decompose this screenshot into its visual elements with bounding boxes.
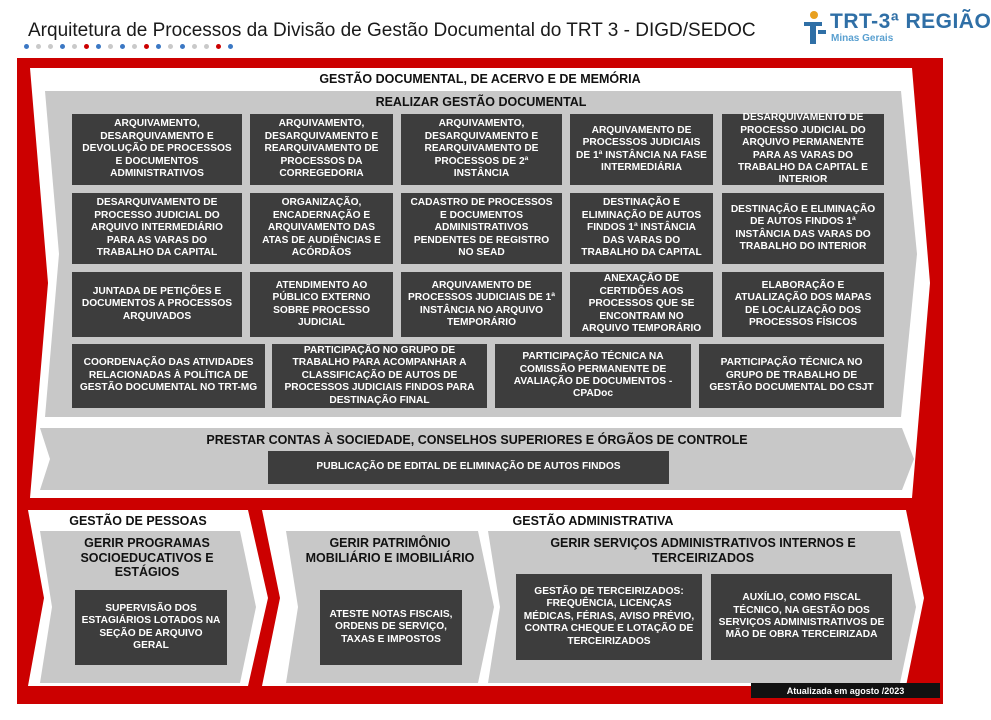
process-box: ATENDIMENTO AO PÚBLICO EXTERNO SOBRE PROCESSO JUDICIAL [250, 272, 393, 337]
process-box: ORGANIZAÇÃO, ENCADERNAÇÃO E ARQUIVAMENTO DAS ATAS DE AUDIÊNCIAS E ACÓRDÃOS [250, 193, 393, 264]
updated-badge: Atualizada em agosto /2023 [751, 683, 940, 698]
process-box: ELABORAÇÃO E ATUALIZAÇÃO DOS MAPAS DE LOCALIZAÇÃO DOS PROCESSOS FÍSICOS [722, 272, 884, 337]
process-box: SUPERVISÃO DOS ESTAGIÁRIOS LOTADOS NA SEÇÃO DE ARQUIVO GERAL [75, 590, 227, 665]
trt-logo [800, 8, 991, 48]
process-box: GESTÃO DE TERCEIRIZADOS: FREQUÊNCIA, LICENÇAS MÉDICAS, FÉRIAS, AVISO PRÉVIO, CONTRA CHEQUE E LOTAÇÃO DE TERCEIRIZADOS [516, 574, 702, 660]
process-box: ARQUIVAMENTO, DESARQUIVAMENTO E DEVOLUÇÃO DE PROCESSOS E DOCUMENTOS ADMINISTRATIVOS [72, 114, 242, 185]
programas-title: GERIR PROGRAMAS SOCIOEDUCATIVOS E ESTÁGIOS [80, 536, 214, 579]
process-box: DESTINAÇÃO E ELIMINAÇÃO DE AUTOS FINDOS 1ª INSTÂNCIA DAS VARAS DO TRABALHO DA CAPITAL [570, 193, 713, 264]
process-box: PUBLICAÇÃO DE EDITAL DE ELIMINAÇÃO DE AUTOS FINDOS [268, 451, 669, 484]
gestao-pessoas-title: GESTÃO DE PESSOAS [69, 514, 207, 528]
logo-text: TRT-3ª REGIÃO [830, 10, 991, 33]
gestao-administrativa-title: GESTÃO ADMINISTRATIVA [512, 514, 674, 528]
gestao-documental-title: GESTÃO DOCUMENTAL, DE ACERVO E DE MEMÓRIA [319, 72, 641, 86]
process-box: ARQUIVAMENTO DE PROCESSOS JUDICIAIS DE 1ª INSTÂNCIA NA FASE INTERMEDIÁRIA [570, 114, 713, 185]
patrimonio-title: GERIR PATRIMÔNIO MOBILIÁRIO E IMOBILIÁRIO [305, 536, 475, 565]
realizar-title: REALIZAR GESTÃO DOCUMENTAL [375, 95, 587, 109]
process-box: ANEXAÇÃO DE CERTIDÕES AOS PROCESSOS QUE SE ENCONTRAM NO ARQUIVO TEMPORÁRIO [570, 272, 713, 337]
process-box: DESTINAÇÃO E ELIMINAÇÃO DE AUTOS FINDOS 1ª INSTÂNCIA DAS VARAS DO TRABALHO DO INTERIOR [722, 193, 884, 264]
process-box: ARQUIVAMENTO, DESARQUIVAMENTO E REARQUIVAMENTO DE PROCESSOS DE 2ª INSTÂNCIA [401, 114, 562, 185]
process-box: ARQUIVAMENTO DE PROCESSOS JUDICIAIS DE 1ª INSTÂNCIA NO ARQUIVO TEMPORÁRIO [401, 272, 562, 337]
process-box: PARTICIPAÇÃO NO GRUPO DE TRABALHO PARA ACOMPANHAR A CLASSIFICAÇÃO DE AUTOS DE PROCESSOS JUDICIAIS FINDOS PARA DESTINAÇÃO FINAL [272, 344, 487, 408]
process-box: CADASTRO DE PROCESSOS E DOCUMENTOS ADMINISTRATIVOS PENDENTES DE REGISTRO NO SEAD [401, 193, 562, 264]
page-title: Arquitetura de Processos da Divisão de Gestão Documental do TRT 3 - DIGD/SEDOC [28, 20, 756, 41]
process-box: DESARQUIVAMENTO DE PROCESSO JUDICIAL DO ARQUIVO INTERMEDIÁRIO PARA AS VARAS DO TRABALHO DA CAPITAL [72, 193, 242, 264]
process-box: ATESTE NOTAS FISCAIS, ORDENS DE SERVIÇO, TAXAS E IMPOSTOS [320, 590, 462, 665]
process-box: JUNTADA DE PETIÇÕES E DOCUMENTOS A PROCESSOS ARQUIVADOS [72, 272, 242, 337]
trt-logo-icon [800, 10, 828, 46]
servicos-title: GERIR SERVIÇOS ADMINISTRATIVOS INTERNOS E TERCEIRIZADOS [550, 536, 856, 565]
process-box: COORDENAÇÃO DAS ATIVIDADES RELACIONADAS À POLÍTICA DE GESTÃO DOCUMENTAL NO TRT-MG [72, 344, 265, 408]
logo-subtitle: Minas Gerais [831, 33, 894, 44]
prestar-contas-title: PRESTAR CONTAS À SOCIEDADE, CONSELHOS SUPERIORES E ÓRGÃOS DE CONTROLE [206, 433, 748, 447]
process-box: AUXÍLIO, COMO FISCAL TÉCNICO, NA GESTÃO DOS SERVIÇOS ADMINISTRATIVOS DE MÃO DE OBRA TERCEIRIZADA [711, 574, 892, 660]
process-box: PARTICIPAÇÃO TÉCNICA NA COMISSÃO PERMANENTE DE AVALIAÇÃO DE DOCUMENTOS - CPADoc [495, 344, 691, 408]
process-box: ARQUIVAMENTO, DESARQUIVAMENTO E REARQUIVAMENTO DE PROCESSOS DA CORREGEDORIA [250, 114, 393, 185]
process-box: PARTICIPAÇÃO TÉCNICA NO GRUPO DE TRABALHO DE GESTÃO DOCUMENTAL DO CSJT [699, 344, 884, 408]
process-box: DESARQUIVAMENTO DE PROCESSO JUDICIAL DO ARQUIVO PERMANENTE PARA AS VARAS DO TRABALHO DA CAPITAL E INTERIOR [722, 114, 884, 185]
